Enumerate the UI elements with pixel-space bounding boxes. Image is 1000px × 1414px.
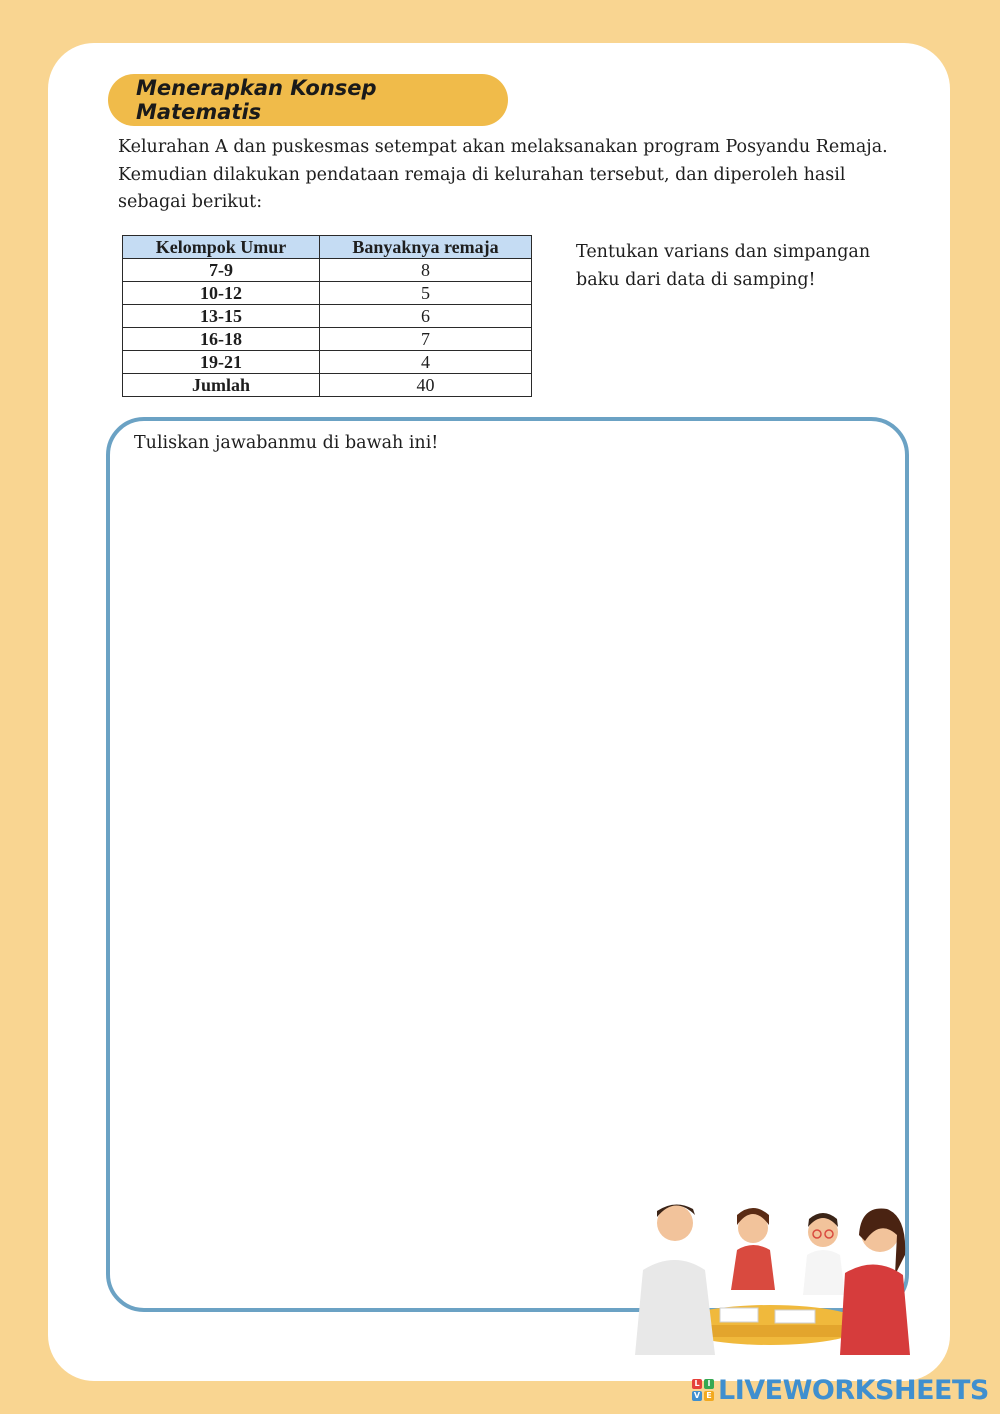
count-cell: 8 xyxy=(320,259,532,282)
brand-name: LIVEWORKSHEETS xyxy=(718,1374,989,1406)
table-total-row xyxy=(123,374,532,397)
person-shirt xyxy=(840,1264,910,1355)
table-header-row xyxy=(123,236,532,259)
age-group-cell: 19-21 xyxy=(123,351,320,374)
age-group-cell: 7-9 xyxy=(123,259,320,282)
liveworksheets-logo[interactable] xyxy=(692,1374,989,1406)
age-group-cell: 13-15 xyxy=(123,305,320,328)
header-age-group: Kelompok Umur xyxy=(123,236,320,259)
count-cell: 6 xyxy=(320,305,532,328)
paper xyxy=(775,1310,815,1323)
total-label-cell: Jumlah xyxy=(123,374,320,397)
person-shirt xyxy=(635,1260,715,1355)
answer-area[interactable] xyxy=(106,417,909,1312)
question-text: Tentukan varians dan simpangan baku dari data di samping! xyxy=(576,242,871,290)
table-row xyxy=(123,351,532,374)
problem-intro: Kelurahan A dan puskesmas setempat akan melaksanakan program Posyandu Remaja. Kemudian dilakukan pendataan remaja di kelurahan tersebut, dan diperoleh hasil sebagai berikut: xyxy=(118,137,888,212)
total-value-cell: 40 xyxy=(320,374,532,397)
table-row xyxy=(123,282,532,305)
count-cell: 5 xyxy=(320,282,532,305)
count-cell: 4 xyxy=(320,351,532,374)
section-title: Menerapkan Konsep Matematis xyxy=(108,74,508,126)
count-cell: 7 xyxy=(320,328,532,351)
table-row xyxy=(123,259,532,282)
table-row xyxy=(123,328,532,351)
liveworksheets-logo-icon: L I V E xyxy=(692,1379,714,1401)
header-count: Banyaknya remaja xyxy=(320,236,532,259)
person-shirt xyxy=(803,1250,845,1295)
age-group-cell: 10-12 xyxy=(123,282,320,305)
students-discussion-illustration xyxy=(625,1195,920,1355)
age-group-table xyxy=(122,235,532,397)
answer-prompt: Tuliskan jawabanmu di bawah ini! xyxy=(134,433,439,453)
paper xyxy=(720,1308,758,1322)
table-row xyxy=(123,305,532,328)
age-group-cell: 16-18 xyxy=(123,328,320,351)
person-shirt xyxy=(731,1245,775,1290)
